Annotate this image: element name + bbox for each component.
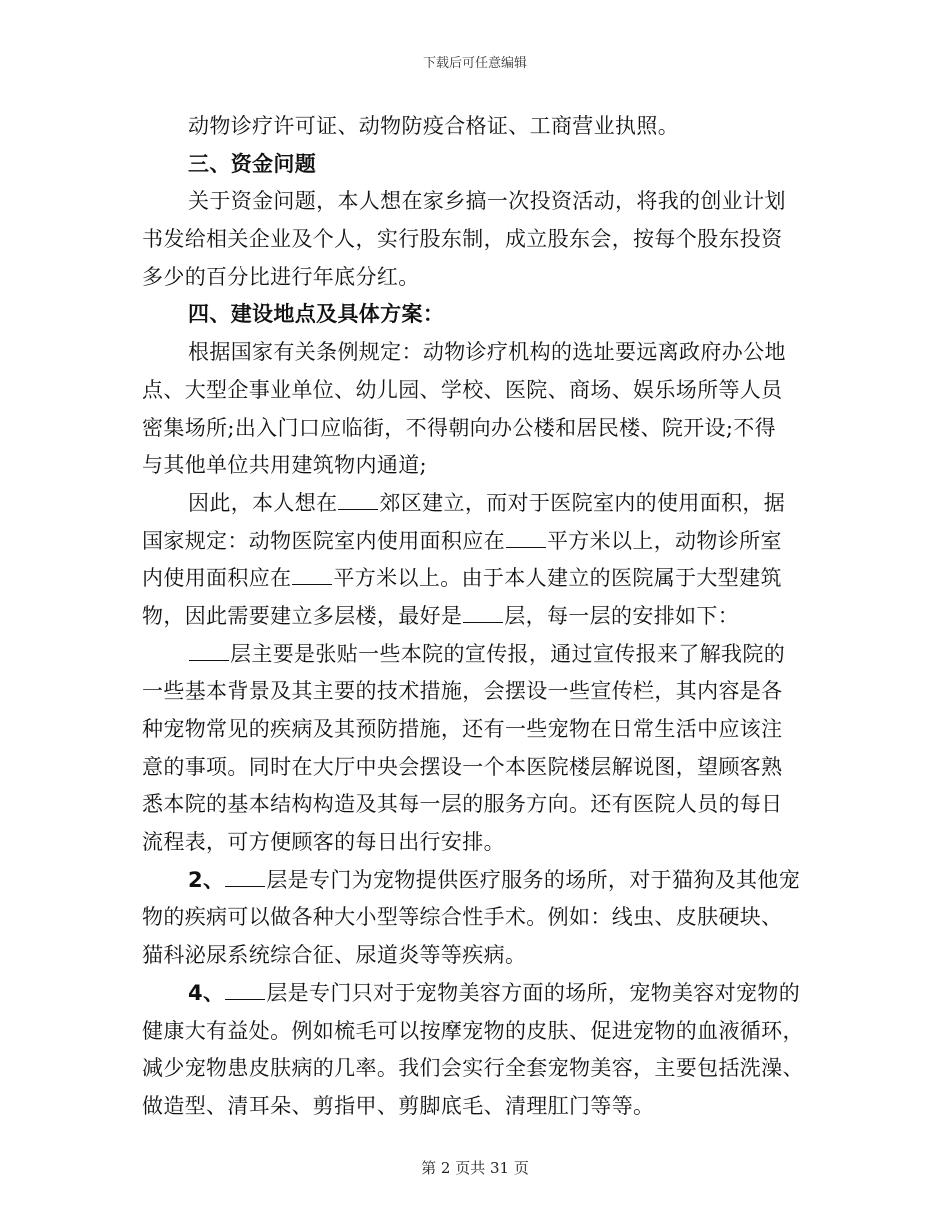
- text-segment: 因此，本人想在: [188, 490, 338, 515]
- paragraph-line: 根据国家有关条例规定：动物诊疗机构的选址要远离政府办公地: [188, 340, 786, 365]
- paragraph-line: [142, 598, 808, 636]
- text-segment: 层是专门只对于宠物美容方面的场所，宠物美容对宠物的: [266, 980, 801, 1005]
- paragraph-line: 与其他单位共用建筑物内通道;: [142, 453, 427, 478]
- text-segment: 层，每一层的安排如下：: [504, 603, 740, 628]
- fill-in-blank: [463, 598, 503, 623]
- text-segment: 层是专门为宠物提供医疗服务的场所，对于猫狗及其他宠: [266, 867, 801, 892]
- text-segment: 内使用面积应在: [142, 566, 292, 591]
- paragraph-line: 动物诊疗许可证、动物防疫合格证、工商营业执照。: [188, 114, 680, 138]
- paragraph-line: 悉本院的基本结构构造及其每一层的服务方向。还有医院人员的每日: [142, 792, 783, 817]
- text-segment: 平方米以上。由于本人建立的医院属于大型建筑: [333, 566, 782, 591]
- paragraph-line: 猫科泌尿系统综合征、尿道炎等等疾病。: [142, 943, 527, 968]
- paragraph-line: [142, 975, 808, 1013]
- item-number: 4、: [188, 980, 225, 1005]
- paragraph-line: [142, 485, 808, 523]
- fill-in-blank: [225, 975, 265, 1000]
- page-header: 下载后可任意编辑: [422, 56, 527, 71]
- paragraph-line: 书发给相关企业及个人，实行股东制，成立股东会，按每个股东投资: [142, 227, 783, 252]
- paragraph-line: 物的疾病可以做各种大小型等综合性手术。例如：线虫、皮肤硬块、: [142, 905, 783, 930]
- paragraph-line: 种宠物常见的疾病及其预防措施，还有一些宠物在日常生活中应该注: [142, 717, 783, 741]
- paragraph-line: 流程表，可方便顾客的每日出行安排。: [142, 830, 505, 855]
- paragraph-line: 多少的百分比进行年底分红。: [142, 264, 420, 289]
- fill-in-blank: [292, 560, 332, 585]
- paragraph-line: 一些基本背景及其主要的技术措施，会摆设一些宣传栏，其内容是各: [142, 679, 783, 704]
- section-heading-location-plan: 四、建设地点及具体方案：: [188, 302, 445, 327]
- text-segment: 层主要是张贴一些本院的宣传报，通过宣传报来了解我院的: [230, 641, 786, 666]
- paragraph-line: 点、大型企事业单位、幼儿园、学校、医院、商场、娱乐场所等人员: [142, 377, 783, 402]
- fill-in-blank: [338, 485, 378, 510]
- paragraph-line: 意的事项。同时在大厅中央会摆设一个本医院楼层解说图，望顾客熟: [142, 754, 783, 779]
- paragraph-line: [142, 560, 808, 598]
- paragraph-line: 健康大有益处。例如梳毛可以按摩宠物的皮肤、促进宠物的血液循环，: [142, 1018, 804, 1043]
- paragraph-line: [142, 862, 808, 900]
- paragraph-line: [142, 523, 808, 561]
- document-body: [142, 108, 808, 1126]
- page-footer: 第 2 页共 31 页: [421, 1159, 529, 1177]
- text-segment: 国家规定：动物医院室内使用面积应在: [142, 528, 505, 553]
- item-number: 2、: [188, 867, 225, 892]
- paragraph-line: 密集场所;出入门口应临街，不得朝向办公楼和居民楼、院开设;不得: [142, 415, 776, 440]
- text-segment: 郊区建立，而对于医院室内的使用面积，据: [379, 490, 786, 515]
- text-segment: 平方米以上，动物诊所室: [546, 528, 782, 553]
- fill-in-blank: [189, 636, 229, 661]
- paragraph-line: [142, 636, 808, 674]
- paragraph-line: 减少宠物患皮肤病的几率。我们会实行全套宠物美容，主要包括洗澡、: [142, 1056, 804, 1081]
- text-segment: 物，因此需要建立多层楼，最好是: [142, 603, 463, 628]
- paragraph-line: 做造型、清耳朵、剪指甲、剪脚底毛、清理肛门等等。: [142, 1093, 655, 1118]
- section-heading-funding: 三、资金问题: [188, 151, 317, 176]
- paragraph-line: 关于资金问题，本人想在家乡搞一次投资活动，将我的创业计划: [188, 189, 786, 214]
- fill-in-blank: [225, 862, 265, 887]
- fill-in-blank: [506, 523, 546, 548]
